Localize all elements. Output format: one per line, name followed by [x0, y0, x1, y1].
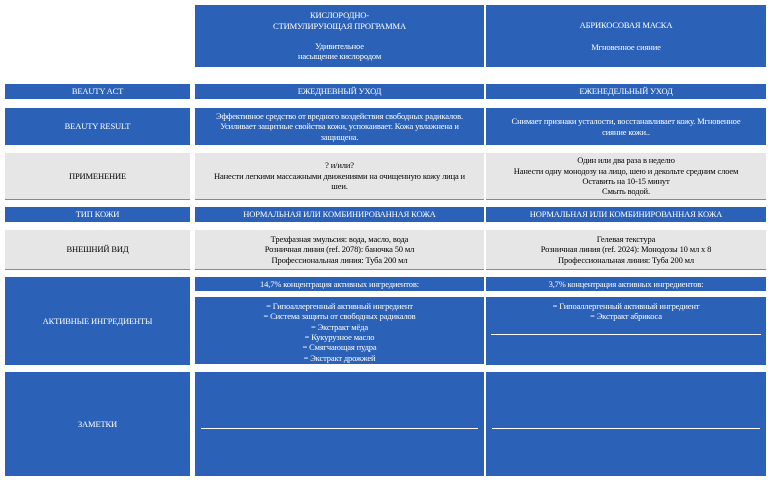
product-name: КИСЛОРОДНО- СТИМУЛИРУЮЩАЯ ПРОГРАММА: [273, 10, 406, 31]
ingredients-text: = Гипоаллергенный активный ингредиент = Система защиты от свободных радикалов = Экстракт мёда = Кукурузное масло = Смягчающая пудра = Экстракт дрожжей: [263, 301, 416, 363]
ingredients-list-oxygen: [195, 297, 484, 365]
row-label: BEAUTY RESULT: [64, 121, 131, 132]
product-header-oxygen: [195, 5, 484, 67]
product-subtitle: Удивительное насыщение кислородом: [297, 41, 382, 62]
ingredients-list-apricot: [486, 297, 766, 365]
cell-value: ЕЖЕДНЕВНЫЙ УХОД: [297, 86, 382, 97]
concentration-text: 3,7% концентрация активных ингредиентов:: [548, 278, 704, 289]
skin-type-apricot: [486, 207, 766, 223]
concentration-apricot: [486, 277, 766, 291]
row-label-beauty-act: [5, 84, 190, 100]
notes-apricot[interactable]: [486, 372, 766, 476]
cell-value: НОРМАЛЬНАЯ ИЛИ КОМБИНИРОВАННАЯ КОЖА: [529, 209, 723, 220]
row-label: ЗАМЕТКИ: [77, 418, 118, 429]
cell-value: ЕЖЕНЕДЕЛЬНЫЙ УХОД: [579, 86, 673, 97]
row-label-notes: [5, 372, 190, 476]
beauty-result-oxygen: [195, 108, 484, 146]
cell-value: НОРМАЛЬНАЯ ИЛИ КОМБИНИРОВАННАЯ КОЖА: [243, 209, 436, 220]
appearance-apricot: [486, 230, 766, 270]
appearance-oxygen: [195, 230, 484, 270]
application-oxygen: [195, 153, 484, 200]
divider: [491, 334, 761, 335]
row-label-skin-type: [5, 207, 190, 223]
cell-value: Один или два раза в неделю Нанести одну монодозу на лицо, шею и декольте средним слоем Оставить на 10-15 минут Смыть водой.: [513, 155, 739, 197]
application-apricot: [486, 153, 766, 200]
row-label: АКТИВНЫЕ ИНГРЕДИЕНТЫ: [42, 315, 153, 326]
beauty-act-oxygen: [195, 84, 484, 100]
row-label: BEAUTY ACT: [71, 86, 124, 97]
cell-value: Снимает признаки усталости, восстанавливает кожу. Мгновенное сияние кожи..: [511, 116, 741, 137]
concentration-oxygen: [195, 277, 484, 291]
product-subtitle: Мгновенное сияние: [591, 42, 661, 52]
product-name: АБРИКОСОВАЯ МАСКА: [579, 19, 673, 30]
cell-value: ? и/или? Нанести легкими массажными движениями на очищенную кожу лица и шеи.: [214, 160, 465, 192]
divider: [492, 428, 760, 429]
row-label: ПРИМЕНЕНИЕ: [68, 170, 127, 181]
skin-type-oxygen: [195, 207, 484, 223]
ingredients-text: = Гипоаллергенный активный ингредиент = Экстракт абрикоса: [552, 301, 700, 322]
row-label: ТИП КОЖИ: [75, 209, 120, 220]
beauty-result-apricot: [486, 108, 766, 146]
row-label-appearance: [5, 230, 190, 270]
notes-oxygen[interactable]: [195, 372, 484, 476]
divider: [201, 428, 478, 429]
row-label-application: [5, 153, 190, 200]
product-header-apricot: [486, 5, 766, 67]
row-label-active-ingredients: [5, 277, 190, 365]
cell-value: Гелевая текстура Розничная линия (ref. 2024): Монодозы 10 мл x 8 Профессиональная линия: Туба 200 мл: [540, 233, 712, 265]
cell-value: Эффективное средство от вредного воздействия свободных радикалов. Усиливает защитные свойства кожи, успокаивает. Кожа увлажнена и защищена.: [216, 110, 463, 142]
row-label-beauty-result: [5, 108, 190, 146]
beauty-act-apricot: [486, 84, 766, 100]
cell-value: Трехфазная эмульсия: вода, масло, вода Розничная линия (ref. 2078): баночка 50 мл Профессиональная линия: Туба 200 мл: [264, 233, 415, 265]
row-label: ВНЕШНИЙ ВИД: [66, 244, 129, 255]
concentration-text: 14,7% концентрация активных ингредиентов:: [260, 278, 419, 289]
